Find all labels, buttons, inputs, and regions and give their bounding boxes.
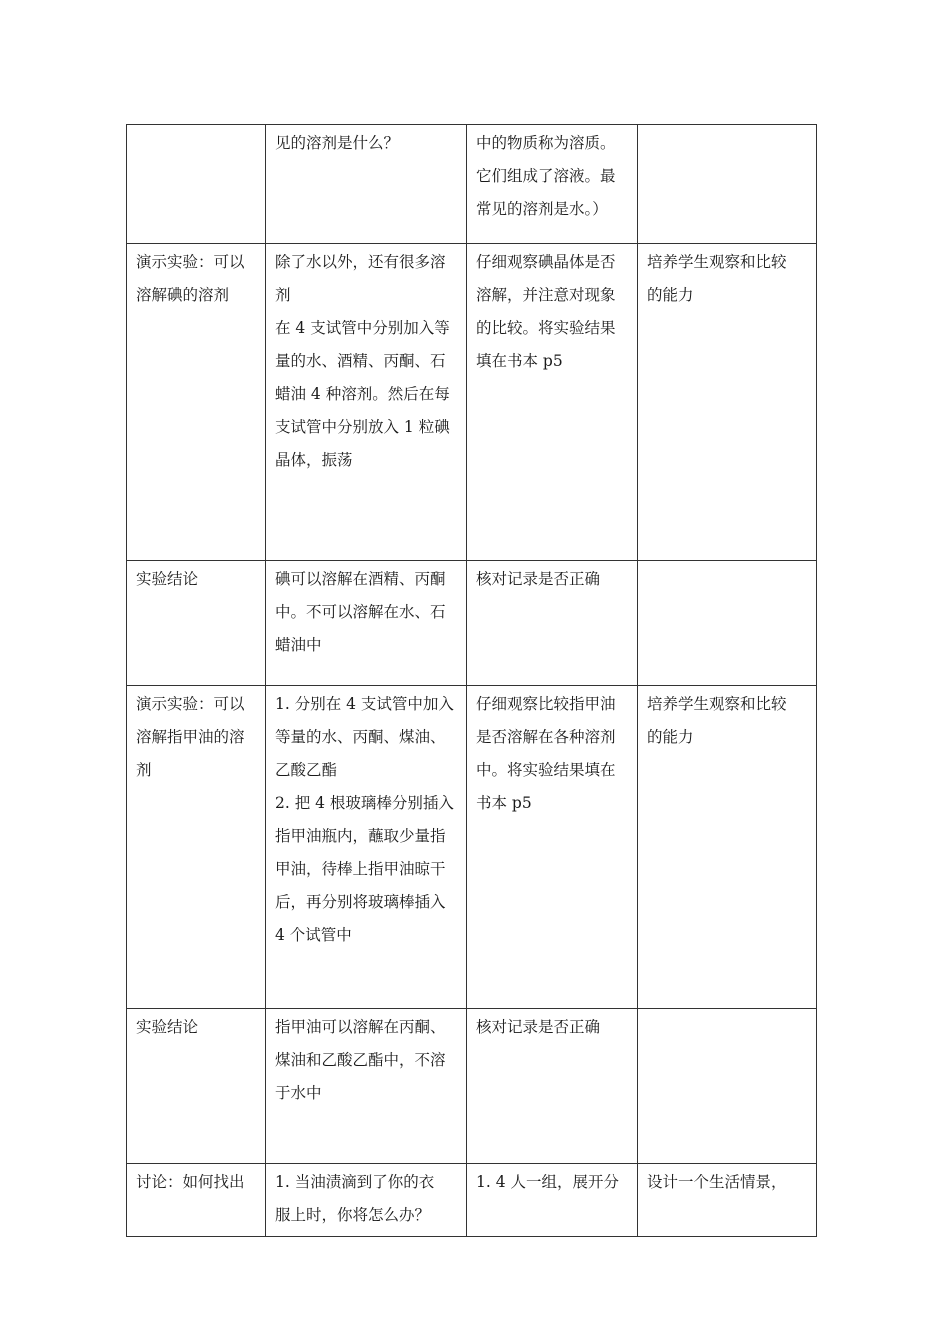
student-activity-cell [467,1164,638,1237]
table-row [127,125,817,244]
cell-text-line: 指甲油瓶内，蘸取少量指 [275,827,446,845]
stage-cell [127,244,266,561]
cell-text-line: 于水中 [275,1084,322,1102]
cell-text-line: 蜡油中 [275,636,322,654]
stage-cell [127,561,266,686]
stage-cell [127,1164,266,1237]
cell-text-line: 等量的水、丙酮、煤油、 [275,728,446,746]
cell-text-line: 晶体，振荡 [275,451,353,469]
table-row [127,244,817,561]
cell-text-line: 的能力 [647,286,694,304]
design-intent-cell [638,125,817,244]
cell-text-line: 蜡油 4 种溶剂。然后在每 [275,385,450,403]
cell-text-line: 演示实验：可以 [136,695,245,713]
cell-text-line: 2. 把 4 根玻璃棒分别插入 [275,794,454,812]
cell-text-line: 讨论：如何找出 [136,1173,245,1191]
cell-text-line: 培养学生观察和比较 [647,695,787,713]
cell-text-line: 常见的溶剂是水。） [476,200,608,218]
cell-text-line: 在 4 支试管中分别加入等 [275,319,450,337]
student-activity-cell [467,125,638,244]
student-activity-cell [467,244,638,561]
cell-text-line: 是否溶解在各种溶剂 [476,728,616,746]
student-activity-cell [467,686,638,1009]
cell-text-line: 量的水、酒精、丙酮、石 [275,352,446,370]
teacher-activity-cell [266,125,467,244]
cell-text-line: 实验结论 [136,570,199,588]
teacher-activity-cell [266,1164,467,1237]
cell-text-line: 指甲油可以溶解在丙酮、 [275,1018,446,1036]
cell-text-line: 培养学生观察和比较 [647,253,787,271]
cell-text-line: 实验结论 [136,1018,199,1036]
stage-cell [127,1009,266,1164]
design-intent-cell [638,1164,817,1237]
cell-text-line: 1. 4 人一组，展开分 [476,1173,620,1191]
student-activity-cell [467,1009,638,1164]
cell-text-line: 仔细观察碘晶体是否 [476,253,616,271]
design-intent-cell [638,1009,817,1164]
design-intent-cell [638,686,817,1009]
cell-text-line: 的能力 [647,728,694,746]
cell-text-line: 核对记录是否正确 [476,570,601,588]
cell-text-line: 服上时，你将怎么办？ [275,1206,431,1224]
table-row [127,1009,817,1164]
cell-text-line: 碘可以溶解在酒精、丙酮 [275,570,446,588]
cell-text-line: 后，再分别将玻璃棒插入 [275,893,446,911]
cell-text-line: 仔细观察比较指甲油 [476,695,616,713]
cell-text-line: 设计一个生活情景， [647,1173,787,1191]
cell-text-line: 核对记录是否正确 [476,1018,601,1036]
table-row [127,686,817,1009]
cell-text-line: 的比较。将实验结果 [476,319,616,337]
lesson-table [126,124,817,1237]
cell-text-line: 书本 p5 [476,794,532,812]
teacher-activity-cell [266,561,467,686]
cell-text-line: 中的物质称为溶质。 [476,134,616,152]
design-intent-cell [638,561,817,686]
teacher-activity-cell [266,686,467,1009]
table-row [127,561,817,686]
table-row [127,1164,817,1237]
cell-text-line: 甲油，待棒上指甲油晾干 [275,860,446,878]
stage-cell [127,686,266,1009]
cell-text-line: 1. 当油渍滴到了你的衣 [275,1173,435,1191]
cell-text-line: 除了水以外，还有很多溶 [275,253,446,271]
cell-text-line: 溶解碘的溶剂 [136,286,230,304]
cell-text-line: 见的溶剂是什么？ [275,134,400,152]
cell-text-line: 它们组成了溶液。最 [476,167,616,185]
student-activity-cell [467,561,638,686]
cell-text-line: 1. 分别在 4 支试管中加入 [275,695,454,713]
teacher-activity-cell [266,1009,467,1164]
design-intent-cell [638,244,817,561]
cell-text-line: 中。不可以溶解在水、石 [275,603,446,621]
cell-text-line: 剂 [275,286,291,304]
cell-text-line: 剂 [136,761,152,779]
cell-text-line: 填在书本 p5 [476,352,563,370]
cell-text-line: 中。将实验结果填在 [476,761,616,779]
teacher-activity-cell [266,244,467,561]
cell-text-line: 溶解指甲油的溶 [136,728,245,746]
stage-cell [127,125,266,244]
cell-text-line: 演示实验：可以 [136,253,245,271]
cell-text-line: 溶解，并注意对现象 [476,286,616,304]
cell-text-line: 煤油和乙酸乙酯中，不溶 [275,1051,446,1069]
cell-text-line: 4 个试管中 [275,926,352,944]
cell-text-line: 乙酸乙酯 [275,761,338,779]
cell-text-line: 支试管中分别放入 1 粒碘 [275,418,450,436]
